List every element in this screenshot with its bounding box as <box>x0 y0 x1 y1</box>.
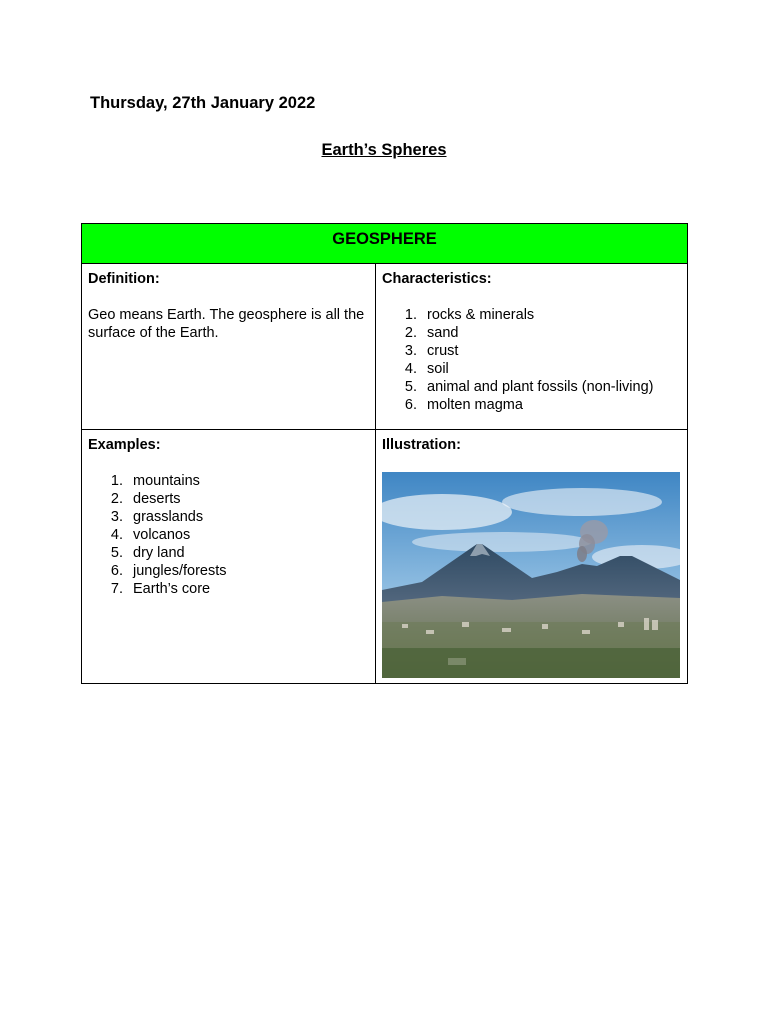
page-title <box>0 141 768 160</box>
characteristics-list <box>382 306 681 414</box>
definition-cell <box>82 264 376 430</box>
page-title-text: Earth’s Spheres <box>321 141 447 159</box>
list-item: 5. animal and plant fossils (non-living) <box>421 378 681 396</box>
list-item: 4. volcanos <box>127 526 369 544</box>
geosphere-table <box>81 223 688 684</box>
characteristics-cell <box>376 264 688 430</box>
list-item: 6. molten magma <box>421 396 681 414</box>
illustration-cell <box>376 430 688 684</box>
list-item: 1. rocks & minerals <box>421 306 681 324</box>
characteristics-label: Characteristics: <box>382 271 492 287</box>
examples-cell <box>82 430 376 684</box>
list-item: 7. Earth’s core <box>127 580 369 598</box>
list-item: 5. dry land <box>127 544 369 562</box>
list-item: 2. sand <box>421 324 681 342</box>
list-item: 1. mountains <box>127 472 369 490</box>
date-heading: Thursday, 27th January 2022 <box>90 94 316 112</box>
examples-label: Examples: <box>88 437 161 453</box>
definition-text: Geo means Earth. The geosphere is all the surface of the Earth. <box>88 307 365 341</box>
list-item: 2. deserts <box>127 490 369 508</box>
examples-list <box>88 472 369 598</box>
list-item: 4. soil <box>421 360 681 378</box>
illustration-label: Illustration: <box>382 437 461 453</box>
list-item: 3. grasslands <box>127 508 369 526</box>
list-item: 3. crust <box>421 342 681 360</box>
volcano-landscape-image <box>382 472 680 678</box>
list-item: 6. jungles/forests <box>127 562 369 580</box>
definition-label: Definition: <box>88 271 160 287</box>
table-heading: GEOSPHERE <box>82 224 688 264</box>
